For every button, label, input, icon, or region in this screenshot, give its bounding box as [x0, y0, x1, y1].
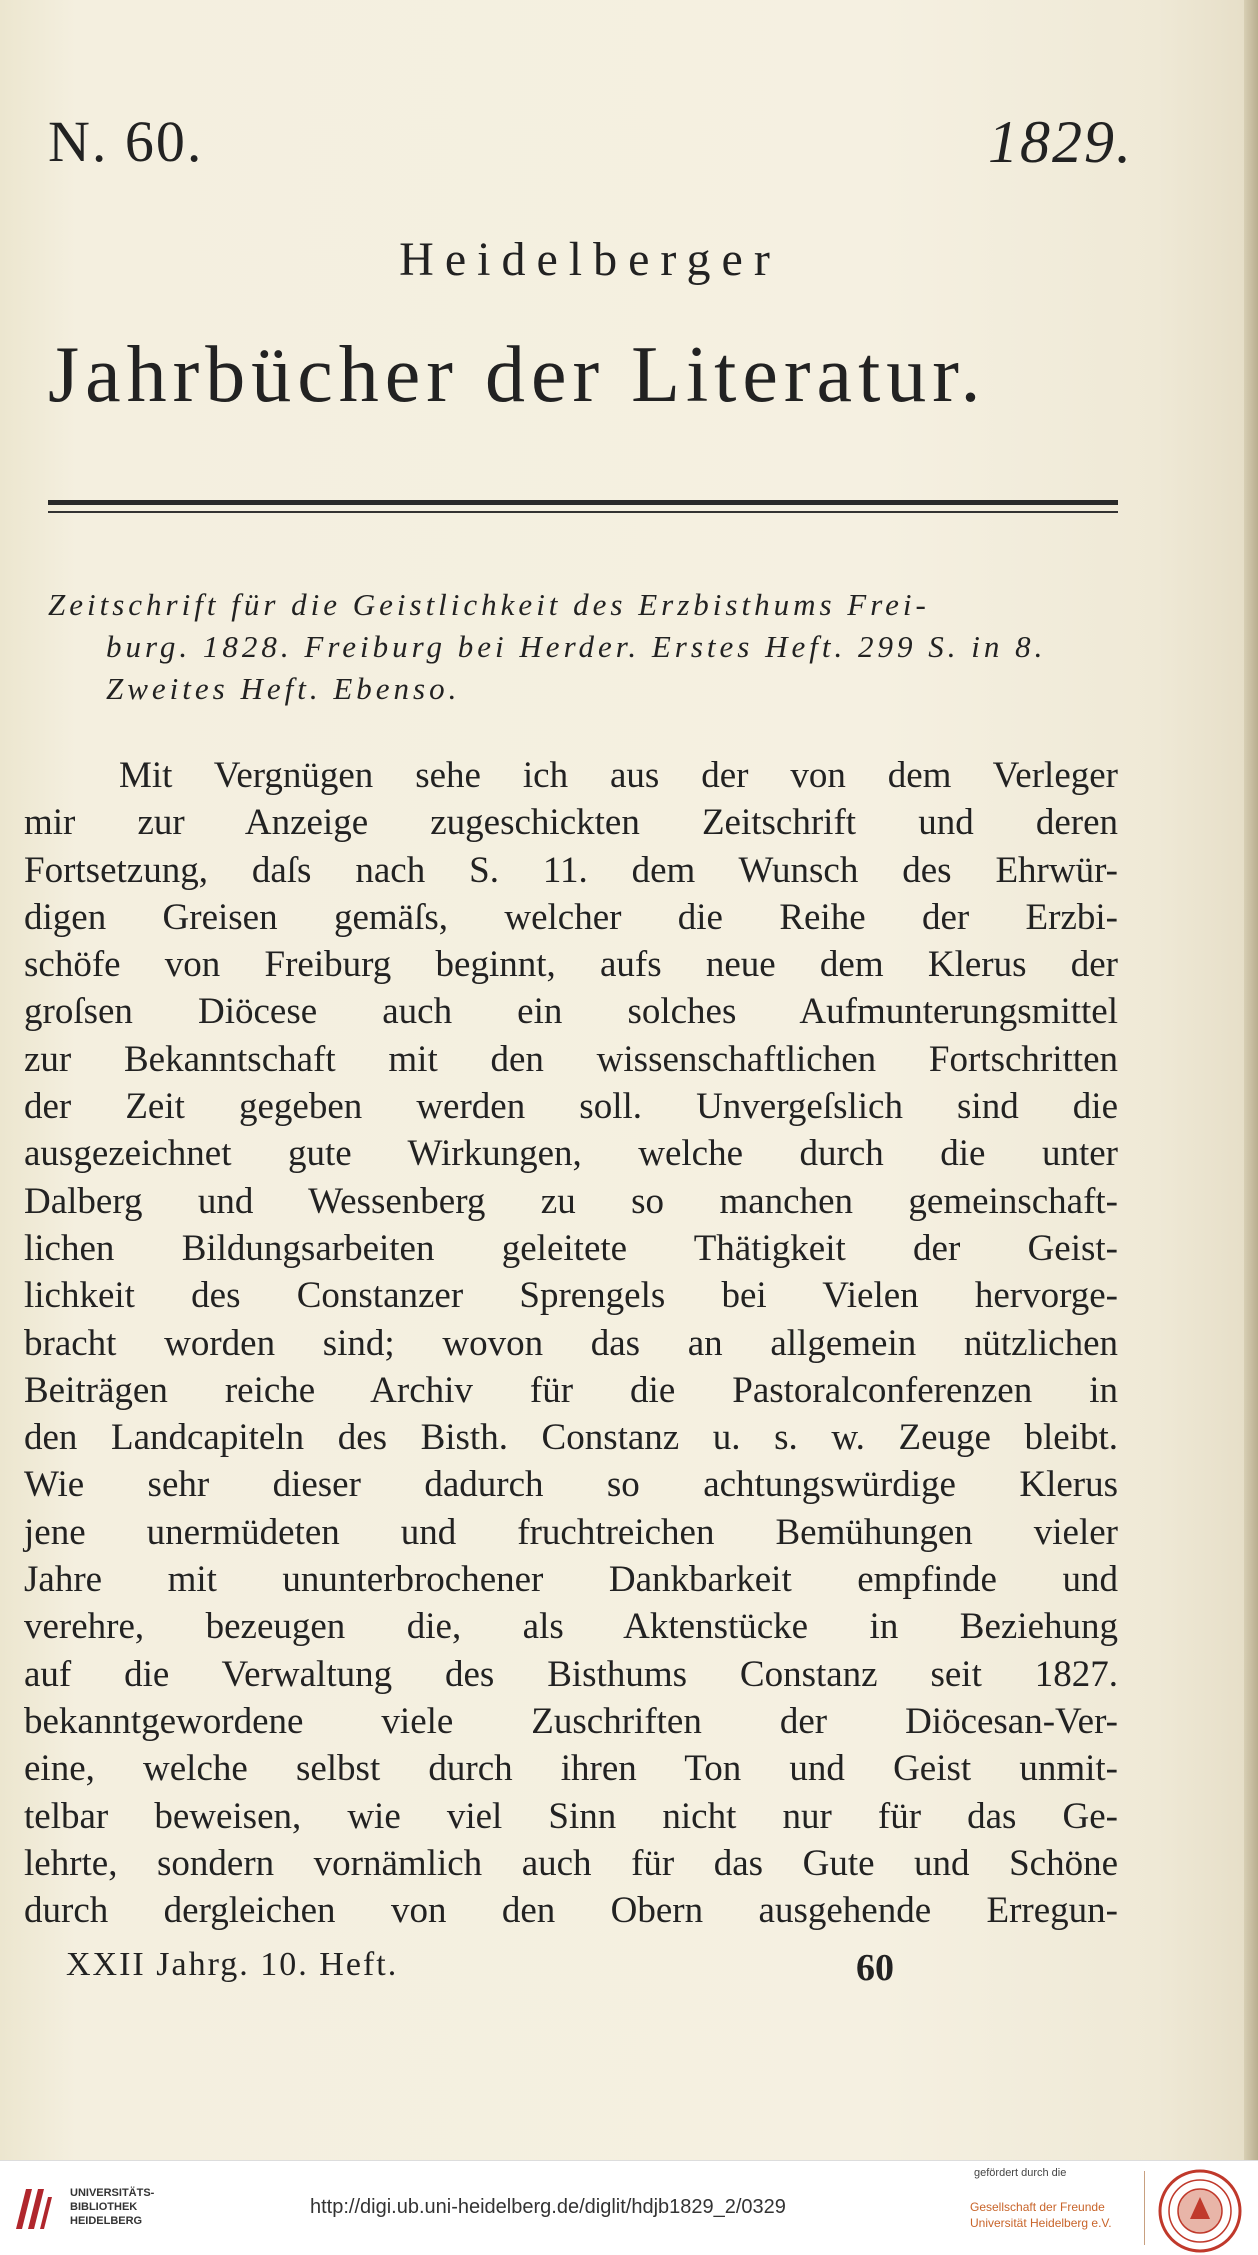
- review-body-text: [24, 752, 1118, 1934]
- body-line: durch dergleichen von den Obern ausgehende Erregun-: [24, 1890, 1118, 1932]
- body-line: groſsen Diöcese auch ein solches Aufmunterungsmittel: [24, 991, 1118, 1033]
- body-line: auf die Verwaltung des Bisthums Constanz seit 1827.: [24, 1653, 1118, 1695]
- body-line: zur Bekanntschaft mit den wissenschaftlichen Fortschritten: [24, 1038, 1118, 1080]
- university-seal-icon: [1158, 2169, 1242, 2253]
- funder-divider: [1144, 2171, 1145, 2245]
- review-header-line: Zweites Heft. Ebenso.: [106, 671, 461, 706]
- signature-mark: XXII Jahrg. 10. Heft.: [66, 1946, 399, 1983]
- body-line: den Landcapiteln des Bisth. Constanz u. s. w. Zeuge bleibt.: [24, 1417, 1118, 1459]
- book-spine-edge: [1244, 0, 1258, 2160]
- funded-by-label: gefördert durch die: [974, 2167, 1067, 2179]
- funder-name-line: Universität Heidelberg e.V.: [970, 2216, 1112, 2230]
- journal-subtitle: Heidelberger: [399, 233, 781, 286]
- library-name-line: UNIVERSITÄTS-: [70, 2187, 155, 2199]
- page-footer: [66, 1946, 906, 1996]
- funder-name-line: Gesellschaft der Freunde: [970, 2200, 1105, 2214]
- body-line: ausgezeichnet gute Wirkungen, welche durch die unter: [24, 1133, 1118, 1175]
- body-line: telbar beweisen, wie viel Sinn nicht nur für das Ge-: [24, 1795, 1118, 1837]
- body-line: bracht worden sind; wovon das an allgemein nützlichen: [24, 1322, 1118, 1364]
- review-header-line: Zeitschrift für die Geistlichkeit des Erzbisthums Frei-: [48, 587, 930, 622]
- body-line: bekanntgewordene viele Zuschriften der Diöcesan-Ver-: [24, 1700, 1118, 1742]
- body-line: Jahre mit ununterbrochener Dankbarkeit empfinde und: [24, 1559, 1118, 1601]
- body-line: jene unermüdeten und fruchtreichen Bemühungen vieler: [24, 1511, 1118, 1553]
- body-line: Fortsetzung, daſs nach S. 11. dem Wunsch des Ehrwür-: [24, 849, 1118, 891]
- body-line: der Zeit gegeben werden soll. Unvergeſslich sind die: [24, 1086, 1118, 1128]
- issue-year: 1829.: [988, 109, 1133, 175]
- body-line: Mit Vergnügen sehe ich aus der von dem Verleger: [119, 755, 1118, 796]
- body-line: verehre, bezeugen die, als Aktenstücke in Beziehung: [24, 1606, 1118, 1648]
- body-line: lichkeit des Constanzer Sprengels bei Vielen hervorge-: [24, 1275, 1118, 1317]
- body-line: lehrte, sondern vornämlich auch für das Gute und Schöne: [24, 1842, 1118, 1884]
- page-marker: 60: [856, 1947, 894, 1989]
- funder-name[interactable]: [970, 2199, 1140, 2231]
- library-name-line: HEIDELBERG: [70, 2215, 143, 2227]
- review-header-line: burg. 1828. Freiburg bei Herder. Erstes Heft. 299 S. in 8.: [106, 629, 1047, 664]
- body-line: mir zur Anzeige zugeschickten Zeitschrift und deren: [24, 802, 1118, 844]
- permalink-url[interactable]: http://digi.ub.uni-heidelberg.de/diglit/hdjb1829_2/0329: [310, 2196, 786, 2218]
- masthead-top-line: [48, 108, 1133, 178]
- body-line: Beiträgen reiche Archiv für die Pastoralconferenzen in: [24, 1369, 1118, 1411]
- body-line: Dalberg und Wessenberg zu so manchen gemeinschaft-: [24, 1180, 1118, 1222]
- double-rule-divider: [48, 500, 1118, 513]
- ub-heidelberg-logo-icon[interactable]: [12, 2183, 56, 2233]
- body-line: Wie sehr dieser dadurch so achtungswürdige Klerus: [24, 1464, 1118, 1506]
- body-line: schöfe von Freiburg beginnt, aufs neue dem Klerus der: [24, 944, 1118, 986]
- body-line: lichen Bildungsarbeiten geleitete Thätigkeit der Geist-: [24, 1227, 1118, 1269]
- review-bibliographic-header: [48, 584, 1118, 710]
- library-name: [70, 2186, 180, 2228]
- journal-title: Jahrbücher der Literatur.: [48, 331, 987, 419]
- body-line: digen Greisen gemäſs, welcher die Reihe der Erzbi-: [24, 896, 1118, 938]
- body-line: eine, welche selbst durch ihren Ton und Geist unmit-: [24, 1748, 1118, 1790]
- library-footer-bar: [0, 2160, 1258, 2255]
- issue-number: N. 60.: [48, 109, 204, 174]
- library-name-line: BIBLIOTHEK: [70, 2201, 138, 2213]
